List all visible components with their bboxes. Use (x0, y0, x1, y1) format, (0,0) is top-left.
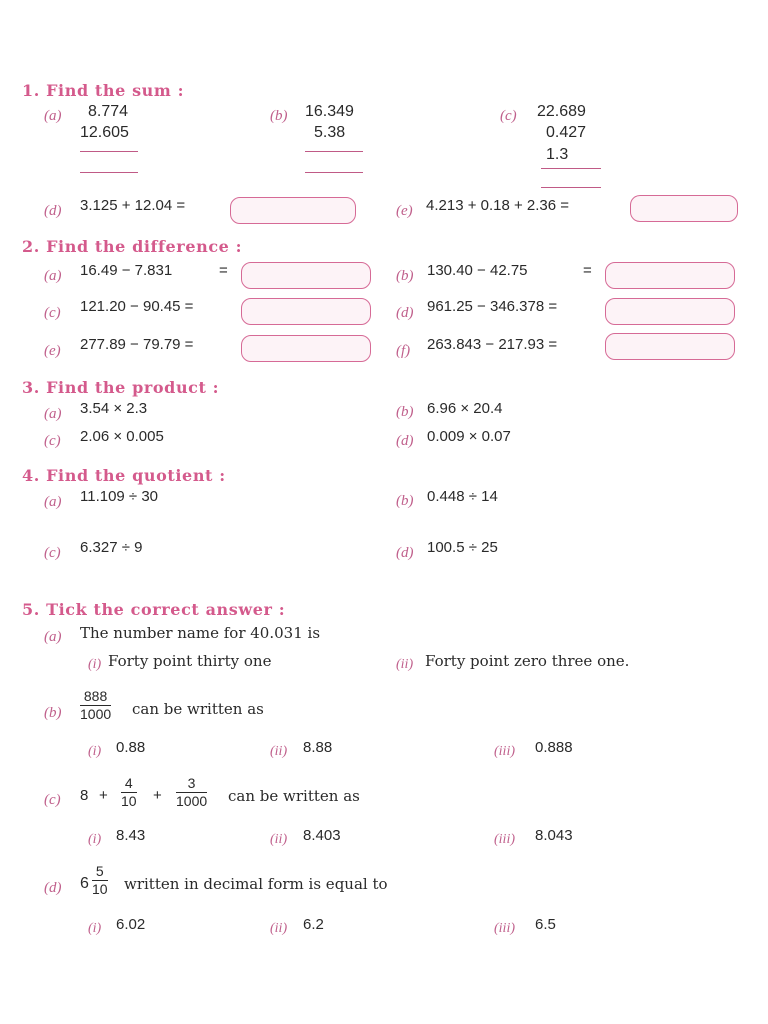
q1d-expression: 3.125 + 12.04 = (80, 197, 186, 214)
q5b-denominator: 1000 (80, 706, 112, 722)
q3d-expression: 0.009 × 0.07 (427, 428, 511, 445)
q5d-option-1-label[interactable]: (i) (88, 921, 102, 936)
q2b-answer-box[interactable] (605, 262, 735, 289)
q5c-fraction-1 (121, 775, 137, 810)
q5d-question: written in decimal form is equal to (124, 875, 388, 893)
q2d-expression: 961.25 − 346.378 = (427, 298, 558, 315)
q5b-fraction (80, 688, 111, 723)
q5c-label: (c) (44, 792, 61, 808)
q5c-fraction-2 (176, 775, 207, 810)
q2b-equals: = (583, 262, 592, 279)
q2a-equals: = (219, 262, 228, 279)
q5b-numerator: 888 (83, 688, 108, 704)
q5-heading: 5. Tick the correct answer : (22, 600, 286, 619)
q5a-option-1[interactable]: Forty point thirty one (108, 652, 272, 670)
q1a-sum-line-top (80, 151, 138, 152)
q3a-expression: 3.54 × 2.3 (80, 400, 148, 417)
q5c-plus-2: + (153, 787, 162, 804)
q2c-expression: 121.20 − 90.45 = (80, 298, 194, 315)
q1a-sum-line-bottom (80, 172, 138, 173)
q4c-expression: 6.327 ÷ 9 (80, 539, 143, 556)
q3a-label: (a) (44, 406, 62, 422)
q1a-label: (a) (44, 108, 62, 124)
q5d-denominator: 10 (92, 881, 108, 897)
q2a-label: (a) (44, 268, 62, 284)
q5b-option-1-label[interactable]: (i) (88, 744, 102, 759)
q3-heading: 3. Find the product : (22, 378, 220, 397)
q5c-option-2-label[interactable]: (ii) (270, 832, 288, 847)
q2f-expression: 263.843 − 217.93 = (427, 336, 558, 353)
q5d-fraction (92, 863, 108, 898)
q2b-expression: 130.40 − 42.75 (427, 262, 528, 279)
q5d-option-2[interactable]: 6.2 (303, 916, 324, 933)
q1c-addend-1: 22.689 (537, 103, 586, 120)
q2c-answer-box[interactable] (241, 298, 371, 325)
q5d-option-2-label[interactable]: (ii) (270, 921, 288, 936)
q2-heading: 2. Find the difference : (22, 237, 243, 256)
q1e-expression: 4.213 + 0.18 + 2.36 = (426, 197, 570, 214)
q5b-label: (b) (44, 705, 62, 721)
q2f-answer-box[interactable] (605, 333, 735, 360)
q1b-addend-2: 5.38 (314, 124, 346, 141)
q5d-whole: 6 (80, 875, 89, 892)
q3c-expression: 2.06 × 0.005 (80, 428, 164, 445)
q5b-option-3-label[interactable]: (iii) (494, 744, 515, 759)
q5a-option-2[interactable]: Forty point zero three one. (425, 652, 630, 670)
q5c-option-1[interactable]: 8.43 (116, 827, 146, 844)
q5b-option-1[interactable]: 0.88 (116, 739, 146, 756)
q5c-fraction-1-denominator: 10 (121, 793, 137, 809)
q5c-question: can be written as (228, 787, 360, 805)
q1b-sum-line-bottom (305, 172, 363, 173)
q2d-answer-box[interactable] (605, 298, 735, 325)
q4c-label: (c) (44, 545, 61, 561)
q4d-expression: 100.5 ÷ 25 (427, 539, 498, 556)
q5d-option-3-label[interactable]: (iii) (494, 921, 515, 936)
q5c-fraction-1-numerator: 4 (124, 775, 133, 791)
q5c-option-3-label[interactable]: (iii) (494, 832, 515, 847)
q5c-fraction-2-numerator: 3 (187, 775, 196, 791)
q2e-expression: 277.89 − 79.79 = (80, 336, 194, 353)
q1b-label: (b) (270, 108, 288, 124)
q1c-addend-2: 0.427 (546, 124, 587, 141)
q1b-sum-line-top (305, 151, 363, 152)
q1d-answer-box[interactable] (230, 197, 356, 224)
q3b-expression: 6.96 × 20.4 (427, 400, 503, 417)
q1c-sum-line-top (541, 168, 601, 169)
q3c-label: (c) (44, 433, 61, 449)
q5a-option-2-label[interactable]: (ii) (396, 657, 414, 672)
q2d-label: (d) (396, 305, 414, 321)
q4b-label: (b) (396, 493, 414, 509)
q5c-option-2[interactable]: 8.403 (303, 827, 341, 844)
q4a-expression: 11.109 ÷ 30 (80, 488, 159, 505)
q5c-option-3[interactable]: 8.043 (535, 827, 573, 844)
q2e-answer-box[interactable] (241, 335, 371, 362)
q5c-plus-1: + (99, 787, 108, 804)
q4d-label: (d) (396, 545, 414, 561)
q2f-label: (f) (396, 343, 411, 359)
q5c-whole: 8 (80, 787, 89, 804)
q1-heading: 1. Find the sum : (22, 81, 185, 100)
q1e-answer-box[interactable] (630, 195, 738, 222)
q5b-option-3[interactable]: 0.888 (535, 739, 573, 756)
q5d-numerator: 5 (95, 863, 104, 879)
q3d-label: (d) (396, 433, 414, 449)
q4a-label: (a) (44, 494, 62, 510)
q5a-question: The number name for 40.031 is (80, 624, 321, 642)
q2a-answer-box[interactable] (241, 262, 371, 289)
q4-heading: 4. Find the quotient : (22, 466, 226, 485)
q2e-label: (e) (44, 343, 61, 359)
q5b-option-2[interactable]: 8.88 (303, 739, 333, 756)
q3b-label: (b) (396, 404, 414, 420)
q1c-addend-3: 1.3 (546, 146, 569, 163)
q5b-question: can be written as (132, 700, 264, 718)
q5d-label: (d) (44, 880, 62, 896)
q2c-label: (c) (44, 305, 61, 321)
q5d-option-1[interactable]: 6.02 (116, 916, 146, 933)
q1c-label: (c) (500, 108, 517, 124)
q5c-fraction-2-denominator: 1000 (176, 793, 208, 809)
q5a-option-1-label[interactable]: (i) (88, 657, 102, 672)
q1b-addend-1: 16.349 (305, 103, 354, 120)
q5c-option-1-label[interactable]: (i) (88, 832, 102, 847)
q5d-option-3[interactable]: 6.5 (535, 916, 556, 933)
q2a-expression: 16.49 − 7.831 (80, 262, 173, 279)
q1e-label: (e) (396, 203, 413, 219)
q5b-option-2-label[interactable]: (ii) (270, 744, 288, 759)
q1d-label: (d) (44, 203, 62, 219)
q2b-label: (b) (396, 268, 414, 284)
q1a-addend-2: 12.605 (80, 124, 129, 141)
q1a-addend-1: 8.774 (88, 103, 129, 120)
q5a-label: (a) (44, 629, 62, 645)
q1c-sum-line-bottom (541, 187, 601, 188)
q4b-expression: 0.448 ÷ 14 (427, 488, 498, 505)
